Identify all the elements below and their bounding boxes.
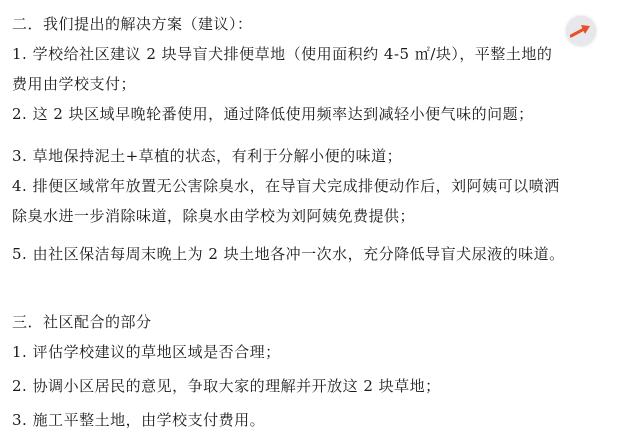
section3-item-1: 1. 评估学校建议的草地区域是否合理； — [12, 343, 281, 361]
section2-item-1-cont: 费用由学校支付； — [12, 75, 137, 93]
section2-item-3: 3. 草地保持泥土+草植的状态，有利于分解小便的味道； — [12, 147, 403, 165]
red-arrow-cursor-icon — [566, 16, 596, 46]
section2-item-4-cont: 除臭水进一步消除味道，除臭水由学校为刘阿姨免费提供； — [12, 207, 416, 225]
section2-item-1: 1. 学校给社区建议 2 块导盲犬排便草地（使用面积约 4-5 ㎡/块），平整土地的 — [12, 45, 553, 63]
section2-item-5: 5. 由社区保洁每周末晚上为 2 块土地各冲一次水，充分降低导盲犬尿液的味道。 — [12, 245, 565, 263]
section2-heading: 二．我们提出的解决方案（建议）： — [12, 15, 253, 33]
section2-item-2: 2. 这 2 块区域早晚轮番使用，通过降低使用频率达到减轻小便气味的问题； — [12, 105, 534, 123]
section2-item-4: 4. 排便区域常年放置无公害除臭水，在导盲犬完成排便动作后，刘阿姨可以喷洒 — [12, 177, 560, 195]
section3-item-2: 2. 协调小区居民的意见，争取大家的理解并开放这 2 块草地； — [12, 377, 441, 395]
section3-item-3: 3. 施工平整土地，由学校支付费用。 — [12, 411, 266, 429]
section3-heading: 三．社区配合的部分 — [12, 313, 152, 331]
